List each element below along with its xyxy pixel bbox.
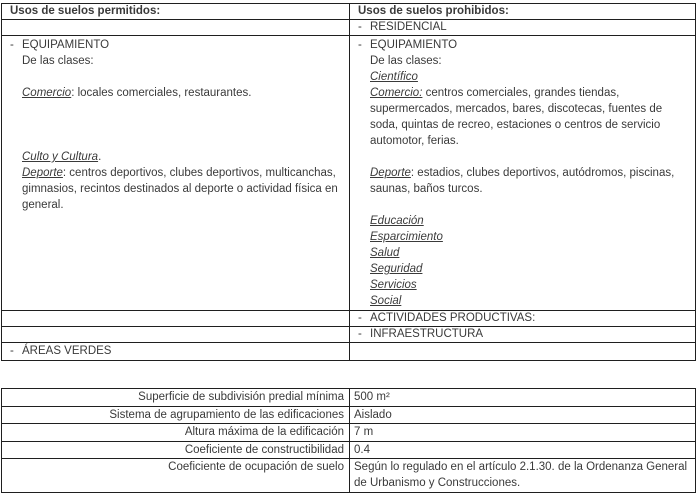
- areas-verdes-item: [10, 344, 346, 358]
- constructibilidad-label: Coeficiente de constructibilidad: [2, 441, 350, 459]
- standards-row-ocupacion: [2, 459, 696, 493]
- permitted-culto-desc: .: [98, 151, 102, 163]
- prohibited-empty-cell-1: [350, 343, 696, 361]
- superficie-label: Superficie de subdivisión predial mínima: [2, 389, 350, 407]
- superficie-value: 500 m²: [350, 389, 696, 407]
- permitted-equipamiento-cell: [2, 36, 350, 311]
- permitted-equipamiento-item: [10, 37, 346, 53]
- standards-row-constructibilidad: [2, 441, 696, 459]
- prohibited-uses-header-cell: [350, 4, 696, 20]
- prohibited-class-esparcimiento: Esparcimiento: [370, 231, 443, 243]
- prohibited-equipamiento-subtitle: De las clases:: [370, 55, 442, 67]
- areas-verdes-row: [2, 343, 696, 361]
- permitted-equipamiento-subtitle: De las clases:: [22, 55, 94, 67]
- permitted-culto-paragraph: [22, 149, 346, 165]
- permitted-comercio-paragraph: [22, 85, 346, 101]
- actividades-row: [2, 311, 696, 327]
- prohibited-equipamiento-item: [358, 37, 692, 53]
- land-use-header-row: [2, 4, 696, 20]
- prohibited-infraestructura-cell: [350, 327, 696, 343]
- prohibited-classes-list: [370, 213, 692, 309]
- prohibited-deporte-paragraph: [370, 165, 692, 197]
- permitted-deporte-term: Deporte: [22, 167, 63, 179]
- altura-value: 7 m: [350, 424, 696, 442]
- permitted-culto-term: Culto y Cultura: [22, 151, 99, 163]
- actividades-label: ACTIVIDADES PRODUCTIVAS:: [370, 312, 536, 324]
- dash-bullet: -: [10, 345, 14, 357]
- permitted-equipamiento-title: EQUIPAMIENTO: [22, 39, 110, 51]
- standards-row-altura: [2, 424, 696, 442]
- permitted-empty-cell-1: [2, 20, 350, 36]
- prohibited-class-servicios: Servicios: [370, 279, 417, 291]
- altura-label: Altura máxima de la edificación: [2, 424, 350, 442]
- dash-bullet: -: [358, 21, 362, 33]
- prohibited-comercio-paragraph: [370, 85, 692, 149]
- permitted-deporte-paragraph: [22, 165, 346, 213]
- agrupamiento-label: Sistema de agrupamiento de las edificaciones: [2, 406, 350, 424]
- prohibited-equipamiento-title: EQUIPAMIENTO: [370, 39, 458, 51]
- standards-row-superficie: [2, 389, 696, 407]
- residencial-label: RESIDENCIAL: [370, 21, 447, 33]
- prohibited-comercio-desc: centros comerciales, grandes tiendas, supermercados, mercados, bares, discotecas, fuentes de soda, quintas de recreo, estaciones o centros de servicio automotor, ferias.: [370, 87, 663, 147]
- infraestructura-label: INFRAESTRUCTURA: [370, 328, 484, 340]
- prohibited-comercio-term: Comercio:: [370, 87, 423, 99]
- prohibited-equipamiento-cell: [350, 36, 696, 311]
- building-standards-table: [1, 388, 696, 493]
- permitted-uses-header-cell: [2, 4, 350, 20]
- prohibited-residencial-cell: [350, 20, 696, 36]
- prohibited-class-educacion: Educación: [370, 215, 424, 227]
- prohibited-deporte-term: Deporte: [370, 167, 411, 179]
- areas-verdes-label: ÁREAS VERDES: [22, 345, 112, 357]
- ocupacion-value: Según lo regulado en el artículo 2.1.30. de la Ordenanza General de Urbanismo y Construcciones.: [350, 459, 696, 493]
- prohibited-uses-header: Usos de suelos prohibidos:: [358, 5, 509, 17]
- permitted-empty-cell-3: [2, 327, 350, 343]
- prohibited-class-social: Social: [370, 295, 402, 307]
- dash-bullet: -: [358, 312, 362, 324]
- prohibited-deporte-desc: : estadios, clubes deportivos, autódromos, piscinas, saunas, baños turcos.: [370, 167, 675, 195]
- permitted-areas-verdes-cell: [2, 343, 350, 361]
- equipamiento-row: [2, 36, 696, 311]
- infraestructura-item: [358, 328, 692, 341]
- residencial-row: [2, 20, 696, 36]
- infraestructura-row: [2, 327, 696, 343]
- dash-bullet: -: [358, 328, 362, 340]
- permitted-comercio-desc: : locales comerciales, restaurantes.: [71, 87, 252, 99]
- standards-row-agrupamiento: [2, 406, 696, 424]
- dash-bullet: -: [10, 39, 14, 51]
- ocupacion-label: Coeficiente de ocupación de suelo: [2, 459, 350, 493]
- prohibited-class-seguridad: Seguridad: [370, 263, 423, 275]
- permitted-comercio-term: Comercio: [22, 87, 72, 99]
- land-use-table: [1, 3, 696, 361]
- permitted-empty-cell-2: [2, 311, 350, 327]
- permitted-uses-header: Usos de suelos permitidos:: [10, 5, 161, 17]
- dash-bullet: -: [358, 39, 362, 51]
- prohibited-actividades-cell: [350, 311, 696, 327]
- actividades-item: [358, 312, 692, 325]
- prohibited-class-salud: Salud: [370, 247, 400, 259]
- residencial-item: [358, 21, 692, 34]
- prohibited-cientifico-term: Científico: [370, 71, 418, 83]
- constructibilidad-value: 0.4: [350, 441, 696, 459]
- permitted-deporte-desc: : centros deportivos, clubes deportivos, multicanchas, gimnasios, recintos destinados al deporte o actividad física en general.: [22, 167, 338, 211]
- agrupamiento-value: Aislado: [350, 406, 696, 424]
